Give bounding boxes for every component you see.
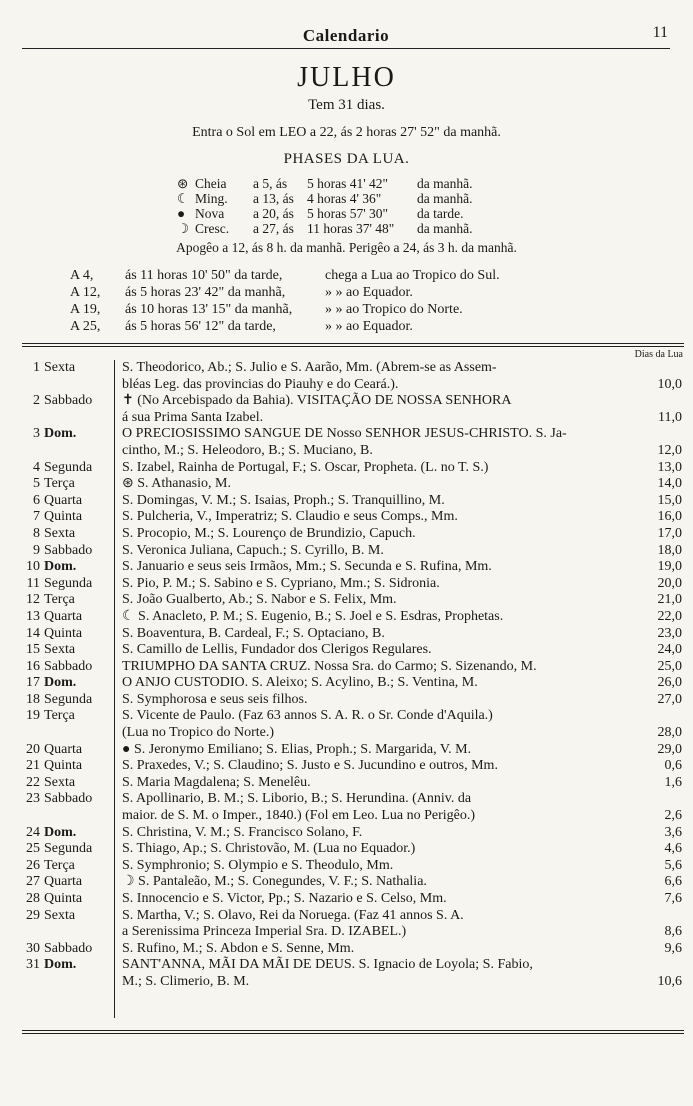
saints-line: ✝ (No Arcebispado da Bahia). VISITAÇÃO DE NOSSA SENHORA bbox=[122, 393, 512, 409]
moon-age: 12,0 bbox=[657, 442, 682, 458]
moon-age: 0,6 bbox=[664, 758, 682, 774]
phase-row bbox=[177, 206, 472, 221]
moon-age: 11,0 bbox=[658, 409, 682, 425]
day-number: 2 bbox=[33, 393, 40, 409]
day-number: 11 bbox=[26, 575, 40, 591]
moon-age: 27,0 bbox=[657, 691, 682, 707]
moon-age: 13,0 bbox=[657, 459, 682, 475]
weekday: Sabbado bbox=[44, 393, 93, 409]
saints-line: S. Camillo de Lellis, Fundador dos Clerigos Regulares. bbox=[122, 642, 432, 658]
moon-age: 8,6 bbox=[664, 924, 682, 940]
saints-text bbox=[122, 858, 615, 875]
lunar-row bbox=[70, 301, 559, 318]
day-entry bbox=[20, 559, 682, 576]
day-number: 24 bbox=[26, 824, 40, 840]
saints-line: S. Januario e seus seis Irmãos, Mm.; S. Secunda e S. Rufina, Mm. bbox=[122, 559, 492, 575]
day-number: 28 bbox=[26, 891, 40, 906]
saints-line: S. João Gualberto, Ab.; S. Nabor e S. Felix, Mm. bbox=[122, 592, 397, 608]
saints-text bbox=[122, 891, 615, 908]
saints-text bbox=[122, 393, 615, 426]
weekday: Sexta bbox=[44, 907, 76, 923]
weekday: Terça bbox=[44, 708, 75, 724]
moon-age: 14,0 bbox=[657, 476, 682, 492]
day-entries bbox=[20, 360, 682, 991]
day-entry bbox=[20, 360, 682, 393]
day-number: 15 bbox=[26, 642, 40, 658]
lunar-time: ás 5 horas 56' 12" da tarde, bbox=[125, 319, 276, 334]
weekday: Sexta bbox=[44, 360, 76, 375]
weekday: Sexta bbox=[44, 642, 76, 658]
phase-time: 5 horas 41' 42" bbox=[307, 176, 389, 191]
saints-text bbox=[122, 742, 615, 759]
day-number: 12 bbox=[26, 592, 40, 608]
moon-age: 10,0 bbox=[657, 376, 682, 392]
saints-line: S. Innocencio e S. Victor, Pp.; S. Nazario e S. Celso, Mm. bbox=[122, 891, 447, 906]
phase-name: Nova bbox=[195, 206, 225, 221]
moon-age: 24,0 bbox=[657, 642, 682, 658]
day-entry bbox=[20, 609, 682, 626]
weekday: Quinta bbox=[44, 758, 83, 774]
moon-age: 6,6 bbox=[664, 874, 682, 890]
day-entry bbox=[20, 675, 682, 692]
day-entry bbox=[20, 659, 682, 676]
month-title: JULHO bbox=[297, 62, 396, 93]
day-number: 30 bbox=[26, 940, 40, 956]
weekday: Quinta bbox=[44, 891, 83, 906]
day-entry bbox=[20, 592, 682, 609]
weekday: Segunda bbox=[44, 575, 93, 591]
moon-age: 17,0 bbox=[657, 525, 682, 541]
waning-moon-icon: ☾ bbox=[177, 191, 190, 206]
day-number: 25 bbox=[26, 841, 40, 857]
moon-age: 19,0 bbox=[657, 559, 682, 575]
day-entry bbox=[20, 626, 682, 643]
day-number: 20 bbox=[26, 741, 40, 757]
moon-age: 20,0 bbox=[657, 575, 682, 591]
saints-line: S. Symphronio; S. Olympio e S. Theodulo, Mm. bbox=[122, 857, 394, 873]
divider bbox=[22, 346, 684, 347]
full-moon-icon: ⊛ bbox=[177, 176, 189, 191]
day-entry bbox=[20, 476, 682, 493]
lunar-text: chega a Lua ao Tropico do Sul. bbox=[325, 268, 500, 283]
saints-line: TRIUMPHO DA SANTA CRUZ. Nossa Sra. do Carmo; S. Sizenando, M. bbox=[122, 658, 537, 674]
saints-line: O ANJO CUSTODIO. S. Aleixo; S. Acylino, B.; S. Ventina, M. bbox=[122, 675, 478, 691]
saints-line: bléas Leg. das provincias do Piauhy e do Ceará.). bbox=[122, 376, 399, 392]
weekday: Sabbado bbox=[44, 658, 93, 674]
weekday: Dom. bbox=[44, 824, 77, 840]
day-entry bbox=[20, 941, 682, 958]
day-entry bbox=[20, 891, 682, 908]
moon-age: 2,6 bbox=[664, 808, 682, 824]
day-number: 4 bbox=[33, 459, 40, 475]
day-entry bbox=[20, 393, 682, 426]
weekday: Terça bbox=[44, 476, 75, 492]
moon-age: 3,6 bbox=[664, 824, 682, 840]
day-number: 29 bbox=[26, 907, 40, 923]
day-entry bbox=[20, 493, 682, 510]
saints-line: M.; S. Climerio, B. M. bbox=[122, 973, 250, 989]
day-number: 7 bbox=[33, 509, 40, 525]
saints-line: S. Pio, P. M.; S. Sabino e S. Cypriano, Mm.; S. Sidronia. bbox=[122, 575, 440, 591]
day-number: 31 bbox=[26, 957, 40, 973]
day-number: 9 bbox=[33, 542, 40, 558]
day-entry bbox=[20, 858, 682, 875]
phase-period: da manhã. bbox=[417, 176, 473, 191]
saints-text bbox=[122, 526, 615, 543]
weekday: Segunda bbox=[44, 459, 93, 475]
moon-age: 4,6 bbox=[664, 841, 682, 857]
apogee-perigee: Apogêo a 12, ás 8 h. da manhã. Perigêo a 24, ás 3 h. da manhã. bbox=[176, 240, 517, 255]
day-entry bbox=[20, 775, 682, 792]
saints-text bbox=[122, 360, 615, 393]
phase-row bbox=[177, 221, 472, 236]
day-number: 16 bbox=[26, 658, 40, 674]
moon-phases bbox=[177, 176, 472, 236]
day-number: 26 bbox=[26, 857, 40, 873]
day-number: 3 bbox=[33, 426, 40, 442]
saints-line: S. Izabel, Rainha de Portugal, F.; S. Oscar, Propheta. (L. no T. S.) bbox=[122, 459, 489, 475]
saints-line: S. Veronica Juliana, Capuch.; S. Cyrillo, B. M. bbox=[122, 542, 384, 558]
moon-age: 9,6 bbox=[664, 940, 682, 956]
moon-age: 5,6 bbox=[664, 857, 682, 873]
moon-age: 28,0 bbox=[657, 725, 682, 741]
lunar-row bbox=[70, 318, 559, 335]
day-number: 5 bbox=[33, 476, 40, 492]
saints-text bbox=[122, 675, 615, 692]
weekday: Dom. bbox=[44, 559, 77, 575]
phase-date: a 13, ás bbox=[253, 191, 294, 206]
saints-text bbox=[122, 476, 615, 493]
phase-row bbox=[177, 176, 472, 191]
weekday: Dom. bbox=[44, 957, 77, 973]
divider bbox=[22, 1030, 684, 1031]
day-entry bbox=[20, 543, 682, 560]
saints-line: S. Procopio, M.; S. Lourenço de Brundizio, Capuch. bbox=[122, 525, 416, 541]
saints-line: maior. de S. M. o Imper., 1840.) (Fol em Leo. Lua no Perigêo.) bbox=[122, 808, 476, 824]
saints-text bbox=[122, 957, 615, 990]
saints-text bbox=[122, 708, 615, 741]
lunar-date: A 25, bbox=[70, 319, 101, 334]
weekday: Segunda bbox=[44, 841, 93, 857]
phase-date: a 27, ás bbox=[253, 221, 294, 236]
waxing-moon-icon: ☽ bbox=[177, 221, 190, 236]
saints-line: S. Thiago, Ap.; S. Christovão, M. (Lua no Equador.) bbox=[122, 841, 416, 857]
day-number: 10 bbox=[26, 559, 40, 575]
day-entry bbox=[20, 642, 682, 659]
phase-date: a 5, ás bbox=[253, 176, 288, 191]
lunar-date: A 19, bbox=[70, 302, 101, 317]
saints-line: S. Boaventura, B. Cardeal, F.; S. Optaciano, B. bbox=[122, 625, 385, 641]
saints-line: S. Domingas, V. M.; S. Isaias, Proph.; S. Tranquillino, M. bbox=[122, 492, 445, 508]
moon-age: 16,0 bbox=[657, 509, 682, 525]
moon-age: 1,6 bbox=[664, 774, 682, 790]
saints-line: S. Pulcheria, V., Imperatriz; S. Claudio e seus Comps., Mm. bbox=[122, 509, 458, 525]
saints-line: SANT'ANNA, MÃI DA MÃI DE DEUS. S. Ignacio de Loyola; S. Fabio, bbox=[122, 957, 533, 973]
sun-entry: Entra o Sol em LEO a 22, ás 2 horas 27' 52" da manhã. bbox=[192, 125, 501, 140]
phase-time: 4 horas 4' 36" bbox=[307, 191, 382, 206]
phase-name: Ming. bbox=[195, 191, 228, 206]
month-days: Tem 31 dias. bbox=[308, 97, 385, 113]
day-entry bbox=[20, 460, 682, 477]
moon-age: 7,6 bbox=[664, 891, 682, 906]
saints-line: S. Maria Magdalena; S. Menelêu. bbox=[122, 774, 311, 790]
saints-line: S. Vicente de Paulo. (Faz 63 annos S. A. R. o Sr. Conde d'Aquila.) bbox=[122, 708, 493, 724]
moon-age: 21,0 bbox=[657, 592, 682, 608]
weekday: Dom. bbox=[44, 426, 77, 442]
lunar-text: » » ao Equador. bbox=[325, 285, 413, 300]
day-entry bbox=[20, 874, 682, 891]
day-number: 13 bbox=[26, 608, 40, 624]
day-number: 1 bbox=[33, 360, 40, 375]
saints-text bbox=[122, 576, 615, 593]
weekday: Segunda bbox=[44, 691, 93, 707]
day-number: 18 bbox=[26, 691, 40, 707]
day-entry bbox=[20, 509, 682, 526]
saints-text bbox=[122, 426, 615, 459]
saints-line: ● S. Jeronymo Emiliano; S. Elias, Proph.; S. Margarida, V. M. bbox=[122, 741, 472, 757]
saints-line: S. Symphorosa e seus seis filhos. bbox=[122, 691, 308, 707]
saints-text bbox=[122, 626, 615, 643]
saints-text bbox=[122, 642, 615, 659]
saints-line: S. Apollinario, B. M.; S. Liborio, B.; S. Herundina. (Anniv. da bbox=[122, 791, 472, 807]
saints-line: S. Rufino, M.; S. Abdon e S. Senne, Mm. bbox=[122, 940, 355, 956]
weekday: Quinta bbox=[44, 625, 83, 641]
divider bbox=[22, 343, 684, 344]
weekday: Sabbado bbox=[44, 791, 93, 807]
saints-text bbox=[122, 692, 615, 709]
saints-text bbox=[122, 908, 615, 941]
moon-age: 22,0 bbox=[657, 608, 682, 624]
saints-text bbox=[122, 791, 615, 824]
phase-period: da tarde. bbox=[417, 206, 464, 221]
lunar-date: A 4, bbox=[70, 268, 94, 283]
day-number: 17 bbox=[26, 675, 40, 691]
saints-line: á sua Prima Santa Izabel. bbox=[122, 409, 264, 425]
lunar-text: » » ao Equador. bbox=[325, 319, 413, 334]
lunar-time: ás 5 horas 23' 42" da manhã, bbox=[125, 285, 286, 300]
moon-age: 25,0 bbox=[657, 658, 682, 674]
saints-text bbox=[122, 493, 615, 510]
day-entry bbox=[20, 708, 682, 741]
lunar-positions bbox=[70, 267, 559, 335]
weekday: Terça bbox=[44, 592, 75, 608]
new-moon-icon: ● bbox=[177, 206, 186, 221]
phase-time: 5 horas 57' 30" bbox=[307, 206, 389, 221]
weekday: Sexta bbox=[44, 525, 76, 541]
saints-line: ☽ S. Pantaleão, M.; S. Conegundes, V. F.; S. Nathalia. bbox=[122, 874, 427, 890]
day-number: 8 bbox=[33, 525, 40, 541]
moon-age: 15,0 bbox=[657, 492, 682, 508]
day-number: 27 bbox=[26, 874, 40, 890]
day-entry bbox=[20, 908, 682, 941]
saints-text bbox=[122, 592, 615, 609]
saints-text bbox=[122, 609, 615, 626]
page-header bbox=[22, 22, 670, 49]
saints-text bbox=[122, 775, 615, 792]
saints-text bbox=[122, 509, 615, 526]
page-number: 11 bbox=[652, 24, 668, 41]
saints-line: ⊛ S. Athanasio, M. bbox=[122, 476, 231, 492]
moon-age-header: Dias da Lua bbox=[634, 349, 683, 360]
saints-line: a Serenissima Princeza Imperial Sra. D. IZABEL.) bbox=[122, 924, 407, 940]
day-entry bbox=[20, 692, 682, 709]
header-title: Calendario bbox=[302, 26, 390, 45]
phase-name: Cresc. bbox=[195, 221, 230, 236]
phase-time: 11 horas 37' 48" bbox=[307, 221, 395, 236]
day-entry bbox=[20, 526, 682, 543]
saints-line: O PRECIOSISSIMO SANGUE DE Nosso SENHOR JESUS-CHRISTO. S. Ja- bbox=[122, 426, 567, 442]
lunar-text: » » ao Tropico do Norte. bbox=[325, 302, 463, 317]
saints-text bbox=[122, 543, 615, 560]
weekday: Quarta bbox=[44, 874, 83, 890]
saints-line: cintho, M.; S. Heleodoro, B.; S. Muciano, B. bbox=[122, 442, 373, 458]
day-entry bbox=[20, 742, 682, 759]
day-entry bbox=[20, 957, 682, 990]
weekday: Terça bbox=[44, 857, 75, 873]
saints-text bbox=[122, 659, 615, 676]
saints-line: (Lua no Tropico do Norte.) bbox=[122, 725, 275, 741]
phase-period: da manhã. bbox=[417, 191, 473, 206]
saints-text bbox=[122, 559, 615, 576]
lunar-time: ás 11 horas 10' 50" da tarde, bbox=[125, 268, 283, 283]
saints-line: S. Praxedes, V.; S. Claudino; S. Justo e S. Jucundino e outros, Mm. bbox=[122, 758, 498, 774]
day-entry bbox=[20, 758, 682, 775]
moon-age: 10,6 bbox=[657, 973, 682, 989]
weekday: Dom. bbox=[44, 675, 77, 691]
saints-text bbox=[122, 941, 615, 958]
moon-age: 26,0 bbox=[657, 675, 682, 691]
weekday: Sabbado bbox=[44, 542, 93, 558]
saints-line: ☾ S. Anacleto, P. M.; S. Eugenio, B.; S. Joel e S. Esdras, Prophetas. bbox=[122, 608, 504, 624]
saints-text bbox=[122, 460, 615, 477]
saints-text bbox=[122, 874, 615, 891]
day-entry bbox=[20, 841, 682, 858]
day-entry bbox=[20, 576, 682, 593]
phase-period: da manhã. bbox=[417, 221, 473, 236]
moon-age: 18,0 bbox=[657, 542, 682, 558]
saints-text bbox=[122, 841, 615, 858]
lunar-row bbox=[70, 267, 559, 284]
lunar-row bbox=[70, 284, 559, 301]
saints-line: S. Theodorico, Ab.; S. Julio e S. Aarão, Mm. (Abrem-se as Assem- bbox=[122, 360, 497, 375]
phase-name: Cheia bbox=[195, 176, 227, 191]
weekday: Quinta bbox=[44, 509, 83, 525]
day-number: 21 bbox=[26, 758, 40, 774]
moon-age: 29,0 bbox=[657, 741, 682, 757]
day-number: 14 bbox=[26, 625, 40, 641]
weekday: Quarta bbox=[44, 492, 83, 508]
weekday: Sexta bbox=[44, 774, 76, 790]
saints-line: S. Martha, V.; S. Olavo, Rei da Noruega. (Faz 41 annos S. A. bbox=[122, 907, 464, 923]
day-number: 6 bbox=[33, 492, 40, 508]
day-entry bbox=[20, 426, 682, 459]
saints-text bbox=[122, 825, 615, 842]
saints-line: S. Christina, V. M.; S. Francisco Solano, F. bbox=[122, 824, 363, 840]
weekday: Sabbado bbox=[44, 940, 93, 956]
weekday: Quarta bbox=[44, 608, 83, 624]
phases-title: PHASES DA LUA. bbox=[283, 151, 410, 167]
day-number: 19 bbox=[26, 708, 40, 724]
lunar-time: ás 10 horas 13' 15" da manhã, bbox=[125, 302, 293, 317]
phase-row bbox=[177, 191, 472, 206]
day-entry bbox=[20, 825, 682, 842]
phase-date: a 20, ás bbox=[253, 206, 294, 221]
day-number: 22 bbox=[26, 774, 40, 790]
lunar-date: A 12, bbox=[70, 285, 101, 300]
weekday: Quarta bbox=[44, 741, 83, 757]
divider bbox=[22, 1033, 684, 1034]
moon-age: 23,0 bbox=[657, 625, 682, 641]
day-number: 23 bbox=[26, 791, 40, 807]
day-entry bbox=[20, 791, 682, 824]
saints-text bbox=[122, 758, 615, 775]
